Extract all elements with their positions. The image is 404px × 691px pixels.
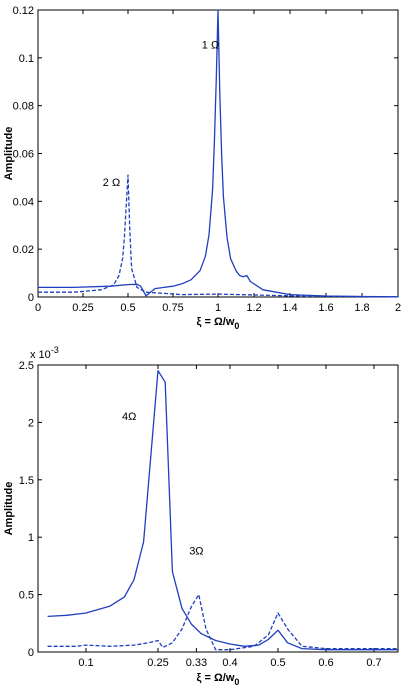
y-tick-label: 0.02 (12, 244, 34, 257)
series-line-dashed (48, 595, 398, 650)
x-tick-label: 0.6 (318, 657, 334, 669)
y-axis-label: Amplitude (3, 126, 15, 181)
plot-frame (38, 365, 398, 652)
peak-annotation: 4Ω (122, 411, 137, 424)
x-tick-label: 0.25 (72, 302, 94, 314)
x-tick-label: 0 (34, 302, 42, 314)
peak-annotation: 3Ω (189, 545, 204, 558)
y-tick-label: 0 (27, 647, 34, 659)
x-tick-label: 1.4 (282, 302, 298, 314)
x-tick-label: 0.1 (78, 657, 94, 669)
plot-frame (38, 10, 398, 297)
y-tick-label: 0.5 (18, 589, 34, 602)
series-line-solid (48, 371, 398, 650)
x-tick-label: 1.2 (246, 302, 262, 314)
y-multiplier: x $10^{-3}$ (30, 345, 59, 361)
x-tick-label: 0.5 (120, 302, 136, 314)
chart-2 (3, 345, 398, 687)
x-axis-label: $\xi = \Omega/w_0$ (196, 316, 240, 331)
y-axis-label: Amplitude (3, 481, 15, 536)
y-tick-label: 0.04 (12, 196, 34, 209)
y-tick-label: 1.5 (18, 474, 34, 487)
series-line-dashed (38, 175, 398, 297)
y-tick-label: 0.1 (18, 52, 34, 65)
y-tick-label: 1 (27, 532, 34, 545)
y-tick-label: 0.08 (12, 100, 34, 113)
x-axis-label: $\xi = \Omega/w_0$ (196, 672, 240, 687)
peak-annotation: 1 Ω (201, 39, 220, 52)
x-tick-label: 0.33 (185, 657, 208, 669)
x-tick-label: 1 (214, 302, 222, 314)
peak-annotation: 2 Ω (102, 176, 121, 189)
x-tick-label: 0.25 (147, 657, 169, 669)
y-tick-label: 2.5 (18, 360, 34, 372)
x-tick-label: 1.6 (318, 302, 334, 314)
y-tick-label: 0.06 (12, 148, 34, 161)
y-tick-label: 2 (27, 417, 34, 430)
series-line-solid (38, 10, 398, 297)
chart-1 (3, 5, 401, 331)
x-tick-label: 0.4 (222, 657, 238, 669)
x-tick-label: 1.8 (354, 302, 370, 314)
x-tick-label: 0.7 (366, 657, 382, 669)
x-tick-label: 2 (394, 302, 402, 314)
x-tick-label: 0.5 (270, 657, 286, 669)
y-tick-label: 0.12 (12, 5, 34, 17)
y-tick-label: 0 (27, 292, 34, 304)
x-tick-label: 0.75 (162, 302, 184, 314)
